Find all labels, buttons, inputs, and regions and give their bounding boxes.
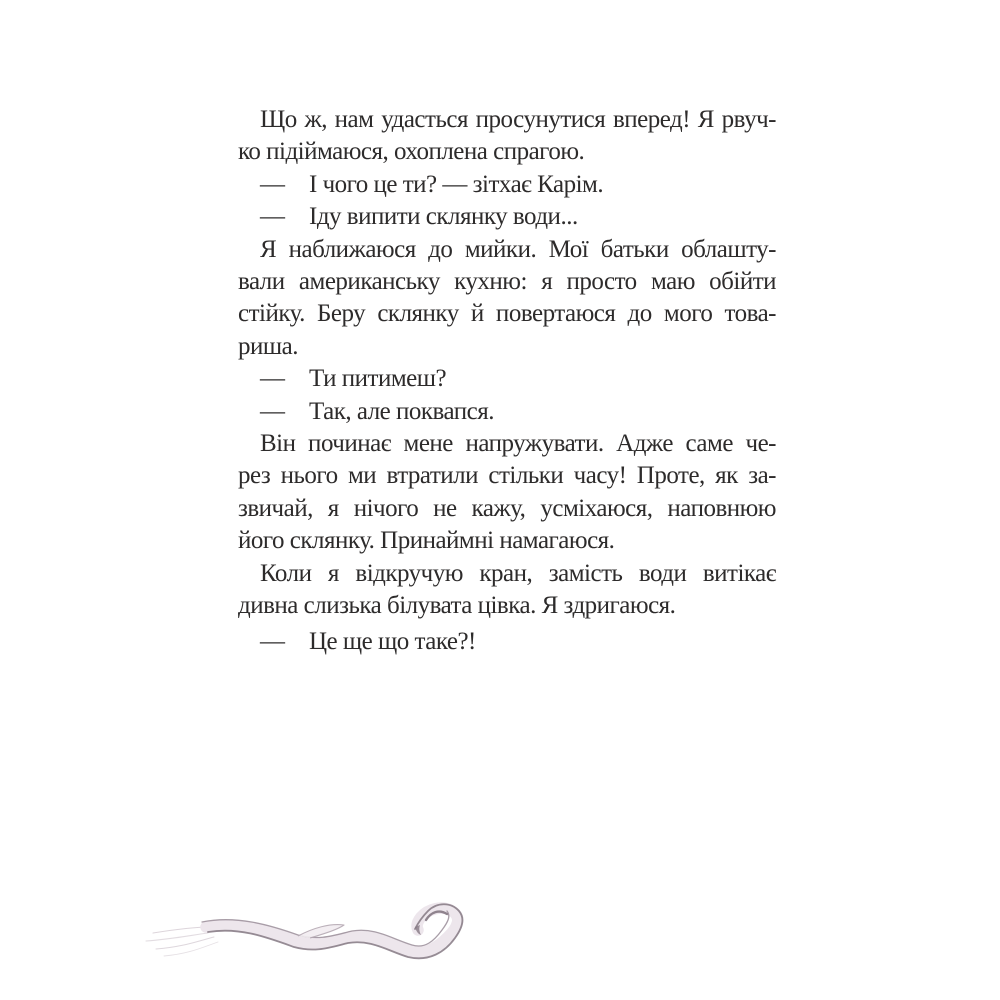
text-line: — Це ще що таке?! <box>260 627 476 655</box>
text-line: — І чого це ти? — зітхає Карім. <box>260 170 604 198</box>
page-text <box>238 104 776 658</box>
text-line: Коли я відкручую кран, замість води витікає <box>260 559 776 587</box>
text-line: рез нього ми втратили стільки часу! Проте, як за- <box>238 462 776 490</box>
text-line: Він починає мене напружувати. Адже саме че- <box>260 430 776 458</box>
text-line: стійку. Беру склянку й повертаюся до мого това- <box>238 300 776 328</box>
text-line: дивна слизька білувата цівка. Я здригаюся. <box>238 592 676 620</box>
text-line: Що ж, нам удасться просунутися вперед! Я рвуч- <box>260 106 776 133</box>
text-line: його склянку. Принаймні намагаюся. <box>238 527 615 555</box>
text-line: — Ти питимеш? <box>260 365 447 393</box>
text-line: — Іду випити склянку води... <box>260 203 578 231</box>
text-line: — Так, але поквапся. <box>260 397 495 425</box>
text-line: вали американську кухню: я просто маю обійти <box>238 268 776 296</box>
text-line: риша. <box>238 332 298 360</box>
text-line: звичай, я нічого не кажу, усміхаюся, наповнюю <box>238 494 776 522</box>
tentacle-illustration <box>138 883 486 971</box>
text-line: Я наближаюся до мийки. Мої батьки облашту- <box>260 235 776 263</box>
text-line: ко підіймаюся, охоплена спрагою. <box>238 138 585 166</box>
